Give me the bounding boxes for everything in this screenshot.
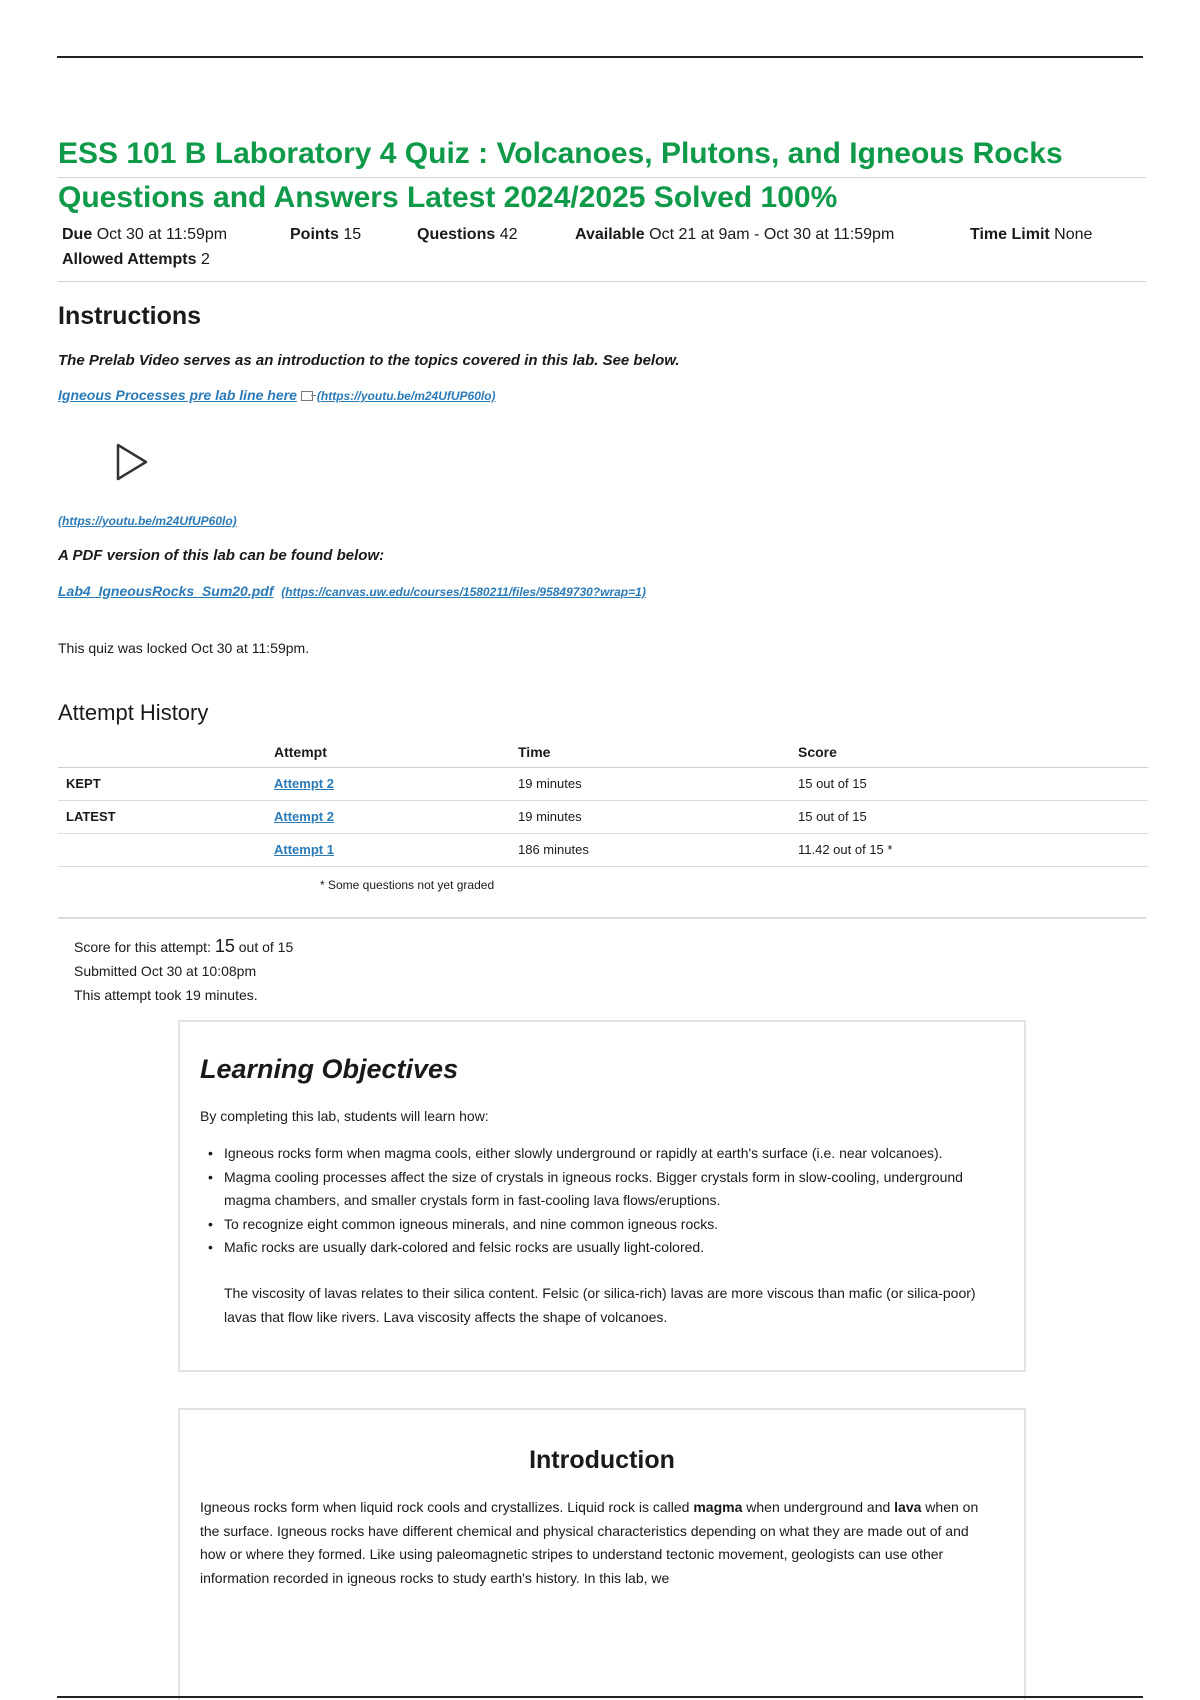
locked-notice: This quiz was locked Oct 30 at 11:59pm.: [58, 640, 310, 656]
table-row: [58, 833, 1148, 866]
learning-objectives-title: Learning Objectives: [200, 1054, 459, 1084]
attempt-score: 11.42 out of 15 *: [798, 833, 1148, 866]
available-info: Available Oct 21 at 9am - Oct 30 at 11:59pm: [575, 226, 895, 243]
title-line-1: ESS 101 B Laboratory 4 Quiz : Volcanoes, Plutons, and Igneous Rocks: [58, 137, 1063, 170]
due-info: Due Oct 30 at 11:59pm: [62, 226, 228, 243]
video-url[interactable]: (https://youtu.be/m24UfUP60lo): [316, 389, 496, 403]
attempt-score: 15 out of 15: [798, 767, 1148, 800]
table-header-row: [58, 737, 1148, 767]
score-summary: [74, 934, 293, 1007]
pdf-link[interactable]: Lab4_IgneousRocks_Sum20.pdf: [58, 583, 274, 599]
attempt-time: 19 minutes: [518, 767, 798, 800]
header-attempt: Attempt: [274, 737, 518, 767]
attempt-link[interactable]: Attempt 2: [274, 809, 334, 824]
table-divider: [58, 917, 1146, 919]
pdf-url[interactable]: (https://canvas.uw.edu/courses/1580211/files/95849730?wrap=1): [281, 585, 646, 599]
header-blank: [58, 737, 274, 767]
list-item: • Igneous rocks form when magma cools, either slowly underground or rapidly at earth's surface (i.e. near volcanoes).: [208, 1145, 943, 1161]
table-row: [58, 800, 1148, 833]
score-value: 15: [214, 936, 235, 956]
external-link-icon: [301, 391, 313, 401]
row-label: [58, 833, 274, 866]
pdf-note: A PDF version of this lab can be found below:: [58, 547, 385, 564]
list-item: • To recognize eight common igneous minerals, and nine common igneous rocks.: [208, 1215, 719, 1232]
top-rule: [57, 56, 1143, 58]
instructions-heading: Instructions: [58, 302, 202, 330]
title-line-2: Questions and Answers Latest 2024/2025 Solved 100%: [58, 181, 838, 214]
duration-line: This attempt took 19 minutes.: [74, 987, 258, 1003]
quiz-meta: [62, 222, 1152, 272]
list-item: • Magma cooling processes affect the size of crystals in igneous rocks. Bigger crystals form in slow-cooling, underground magma chambers, and smaller crystals form in fast-cooling lava flows/eruptions.: [208, 1168, 963, 1208]
video-link-line: [58, 387, 496, 403]
title-divider: [58, 177, 1146, 178]
attempt-link[interactable]: Attempt 1: [274, 842, 334, 857]
points-info: Points 15: [290, 226, 362, 243]
meta-divider: [58, 281, 1146, 282]
attempt-score: 15 out of 15: [798, 800, 1148, 833]
submitted-line: Submitted Oct 30 at 10:08pm: [74, 963, 257, 979]
introduction-title: Introduction: [529, 1446, 675, 1474]
term-lava: lava: [894, 1499, 922, 1515]
play-icon[interactable]: [114, 442, 150, 482]
row-label: KEPT: [58, 767, 274, 800]
table-row: [58, 767, 1148, 800]
attempt-history-heading: Attempt History: [58, 700, 209, 725]
video-link[interactable]: Igneous Processes pre lab line here: [58, 387, 297, 403]
prelab-note: The Prelab Video serves as an introduction to the topics covered in this lab. See below.: [58, 352, 680, 369]
objectives-list: [208, 1142, 994, 1260]
pdf-link-line: [58, 583, 646, 599]
allowed-attempts-info: Allowed Attempts 2: [62, 251, 210, 268]
list-item: • Mafic rocks are usually dark-colored and felsic rocks are usually light-colored.: [208, 1239, 705, 1255]
attempt-time: 186 minutes: [518, 833, 798, 866]
learning-objectives-box: [178, 1020, 1026, 1372]
attempt-time: 19 minutes: [518, 800, 798, 833]
introduction-text: Igneous rocks form when liquid rock cools and crystallizes. Liquid rock is called magma when underground and lava when on the surface. Igneous rocks have different chemical and physical characteristics depending on what they are made out of and how or where they formed. Like using paleomagnetic stripes to understand tectonic movement, geologists can use other information recorded in igneous rocks to study earth's history. In this lab, we: [200, 1499, 979, 1586]
questions-info: Questions 42: [417, 226, 518, 243]
score-line: Score for this attempt: 15 out of 15: [74, 936, 294, 956]
video-url-link[interactable]: (https://youtu.be/m24UfUP60lo): [58, 514, 237, 528]
objectives-continuation: The viscosity of lavas relates to their silica content. Felsic (or silica-rich) lavas are more viscous than mafic (or silica-poor) lavas that flow like rivers. Lava viscosity affects the shape of volcanoes.: [224, 1285, 976, 1325]
learning-objectives-lead: By completing this lab, students will learn how:: [200, 1108, 489, 1124]
time-limit-info: Time Limit None: [970, 226, 1093, 243]
row-label: LATEST: [58, 800, 274, 833]
attempt-link[interactable]: Attempt 2: [274, 776, 334, 791]
attempt-history-table: [58, 737, 1148, 867]
header-time: Time: [518, 737, 798, 767]
grading-footnote: * Some questions not yet graded: [320, 878, 495, 892]
introduction-box: [178, 1408, 1026, 1700]
term-magma: magma: [693, 1499, 743, 1515]
header-score: Score: [798, 737, 1148, 767]
page-title: [58, 132, 1148, 220]
bottom-rule: [57, 1696, 1143, 1698]
